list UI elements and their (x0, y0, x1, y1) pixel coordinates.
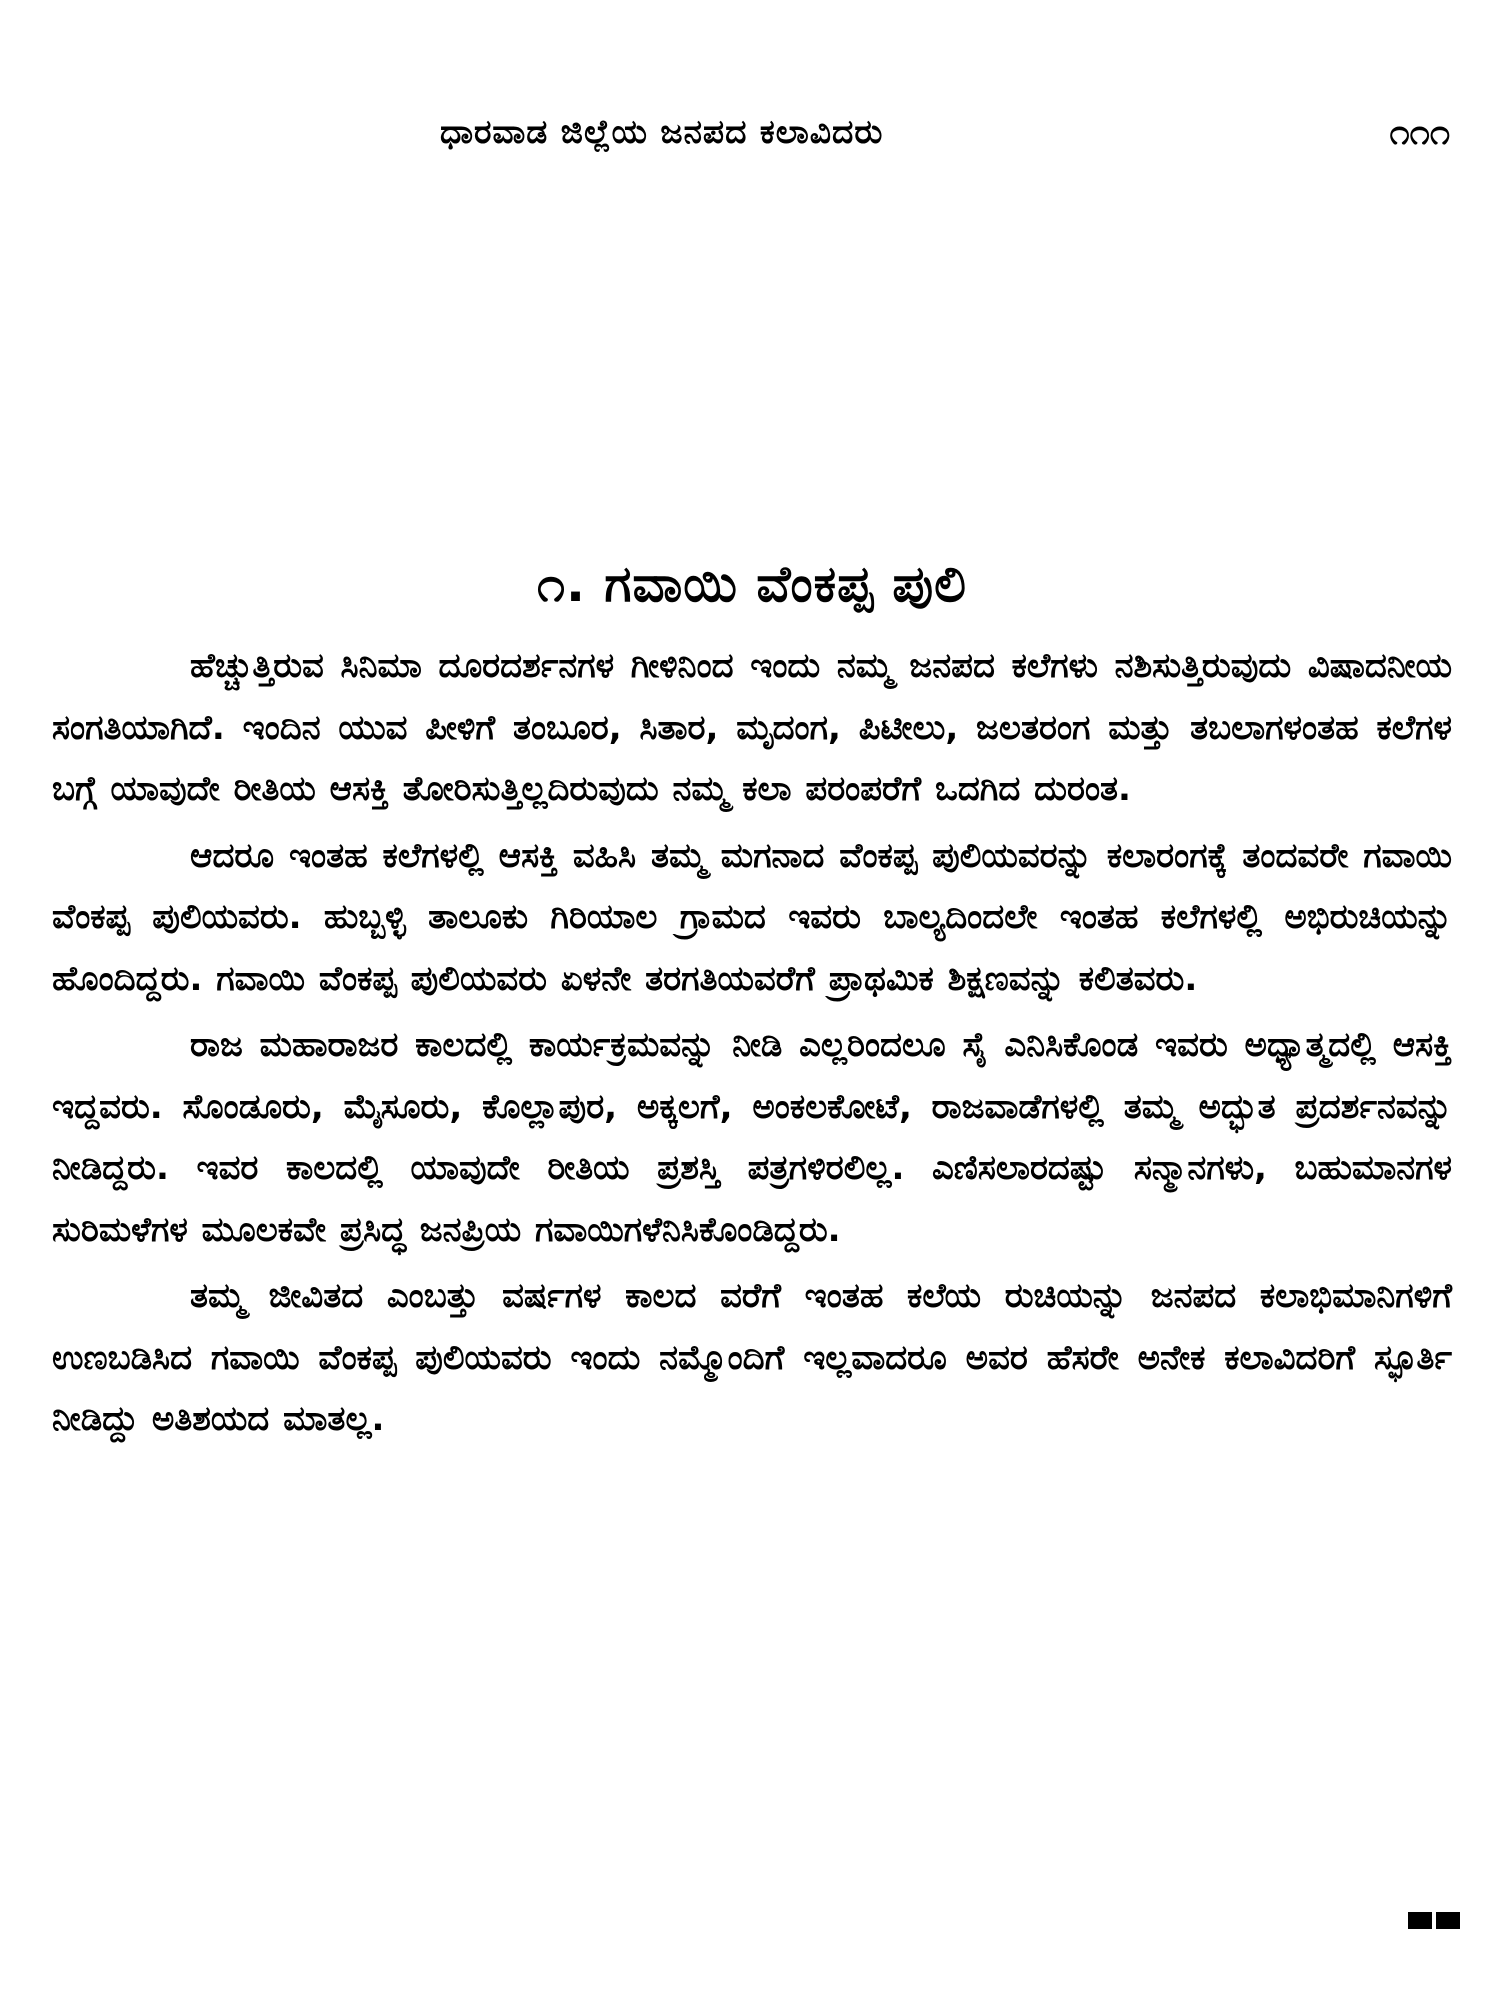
paragraph-2: ಆದರೂ ಇಂತಹ ಕಲೆಗಳಲ್ಲಿ ಆಸಕ್ತಿ ವಹಿಸಿ ತಮ್ಮ ಮಗನಾದ ವೆಂಕಪ್ಪ ಪುಲಿಯವರನ್ನು ಕಲಾರಂಗಕ್ಕೆ ತಂದವರೇ ಗವಾಯಿ ವೆಂಕಪ್ಪ ಪುಲಿಯವರು. ಹುಬ್ಬಳ್ಳಿ ತಾಲೂಕು ಗಿರಿಯಾಲ ಗ್ರಾಮದ ಇವರು ಬಾಲ್ಯದಿಂದಲೇ ಇಂತಹ ಕಲೆಗಳಲ್ಲಿ ಅಭಿರುಚಿಯನ್ನು ಹೊಂದಿದ್ದರು. ಗವಾಯಿ ವೆಂಕಪ್ಪ ಪುಲಿಯವರು ಏಳನೇ ತರಗತಿಯವರೆಗೆ ಪ್ರಾಥಮಿಕ ಶಿಕ್ಷಣವನ್ನು ಕಲಿತವರು. (52, 835, 1452, 999)
paragraph-3: ರಾಜ ಮಹಾರಾಜರ ಕಾಲದಲ್ಲಿ ಕಾರ್ಯಕ್ರಮವನ್ನು ನೀಡಿ ಎಲ್ಲರಿಂದಲೂ ಸೈ ಎನಿಸಿಕೊಂಡ ಇವರು ಅಧ್ಯಾತ್ಮದಲ್ಲಿ ಆಸಕ್ತಿ ಇದ್ದವರು. ಸೊಂಡೂರು, ಮೈಸೂರು, ಕೊಲ್ಲಾಪುರ, ಅಕ್ಕಲಗೆ, ಅಂಕಲಕೋಟೆ, ರಾಜವಾಡೆಗಳಲ್ಲಿ ತಮ್ಮ ಅದ್ಭುತ ಪ್ರದರ್ಶನವನ್ನು ನೀಡಿದ್ದರು. ಇವರ ಕಾಲದಲ್ಲಿ ಯಾವುದೇ ರೀತಿಯ ಪ್ರಶಸ್ತಿ ಪತ್ರಗಳಿರಲಿಲ್ಲ. ಎಣಿಸಲಾರದಷ್ಟು ಸನ್ಮಾನಗಳು, ಬಹುಮಾನಗಳ ಸುರಿಮಳೆಗಳ ಮೂಲಕವೇ ಪ್ರಸಿದ್ಧ ಜನಪ್ರಿಯ ಗವಾಯಿಗಳೆನಿಸಿಕೊಂಡಿದ್ದರು. (52, 1025, 1452, 1250)
article (52, 548, 1452, 1456)
end-mark-square (1408, 1912, 1432, 1929)
paragraph-4: ತಮ್ಮ ಜೀವಿತದ ಎಂಬತ್ತು ವರ್ಷಗಳ ಕಾಲದ ವರೆಗೆ ಇಂತಹ ಕಲೆಯ ರುಚಿಯನ್ನು ಜನಪದ ಕಲಾಭಿಮಾನಿಗಳಿಗೆ ಉಣಬಡಿಸಿದ ಗವಾಯಿ ವೆಂಕಪ್ಪ ಪುಲಿಯವರು ಇಂದು ನಮ್ಮೊಂದಿಗೆ ಇಲ್ಲವಾದರೂ ಅವರ ಹೆಸರೇ ಅನೇಕ ಕಲಾವಿದರಿಗೆ ಸ್ಫೂರ್ತಿ ನೀಡಿದ್ದು ಅತಿಶಯದ ಮಾತಲ್ಲ. (52, 1276, 1452, 1439)
end-of-article-mark (1408, 1912, 1460, 1929)
paragraph-1: ಹೆಚ್ಚುತ್ತಿರುವ ಸಿನಿಮಾ ದೂರದರ್ಶನಗಳ ಗೀಳಿನಿಂದ ಇಂದು ನಮ್ಮ ಜನಪದ ಕಲೆಗಳು ನಶಿಸುತ್ತಿರುವುದು ವಿಷಾದನೀಯ ಸಂಗತಿಯಾಗಿದೆ. ಇಂದಿನ ಯುವ ಪೀಳಿಗೆ ತಂಬೂರ, ಸಿತಾರ, ಮೃದಂಗ, ಪಿಟೀಲು, ಜಲತರಂಗ ಮತ್ತು ತಬಲಾಗಳಂತಹ ಕಲೆಗಳ ಬಗ್ಗೆ ಯಾವುದೇ ರೀತಿಯ ಆಸಕ್ತಿ ತೋರಿಸುತ್ತಿಲ್ಲದಿರುವುದು ನಮ್ಮ ಕಲಾ ಪರಂಪರೆಗೆ ಒದಗಿದ ದುರಂತ. (52, 646, 1452, 809)
running-title: ಧಾರವಾಡ ಜಿಲ್ಲೆಯ ಜನಪದ ಕಲಾವಿದರು (440, 112, 884, 151)
page-number: ೧೧೧ (1389, 112, 1450, 153)
running-header (0, 112, 1500, 162)
end-mark-square (1436, 1912, 1460, 1929)
article-title: ೧. ಗವಾಯಿ ವೆಂಕಪ್ಪ ಪುಲಿ (537, 555, 967, 613)
